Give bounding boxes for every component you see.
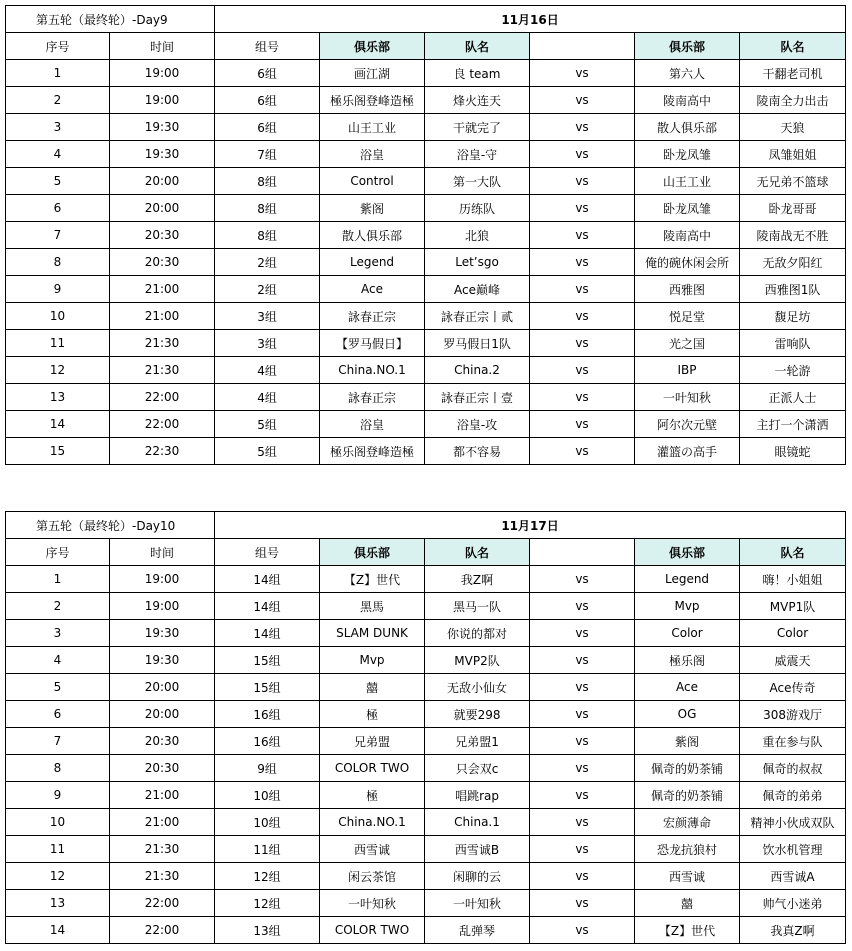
table-row bbox=[6, 728, 846, 755]
col-header-vs bbox=[530, 539, 635, 566]
match-time: 22:00 bbox=[110, 384, 215, 411]
team-a: 历练队 bbox=[425, 195, 530, 222]
table-row bbox=[6, 87, 846, 114]
vs-label: vs bbox=[530, 276, 635, 303]
match-time: 19:00 bbox=[110, 593, 215, 620]
club-b: 陵南高中 bbox=[635, 87, 740, 114]
club-b: 極乐阁 bbox=[635, 647, 740, 674]
match-index: 5 bbox=[6, 674, 110, 701]
table-row bbox=[6, 114, 846, 141]
club-a: 囍 bbox=[320, 674, 425, 701]
team-a: 第一大队 bbox=[425, 168, 530, 195]
table-row bbox=[6, 782, 846, 809]
match-index: 6 bbox=[6, 195, 110, 222]
team-a: 北狼 bbox=[425, 222, 530, 249]
group-number: 8组 bbox=[215, 222, 320, 249]
club-b: Legend bbox=[635, 566, 740, 593]
club-a: 極乐阁登峰造極 bbox=[320, 438, 425, 465]
table-row bbox=[6, 60, 846, 87]
table-row bbox=[6, 755, 846, 782]
match-index: 4 bbox=[6, 647, 110, 674]
match-index: 9 bbox=[6, 276, 110, 303]
match-time: 20:00 bbox=[110, 674, 215, 701]
team-b: 饮水机管理 bbox=[740, 836, 846, 863]
club-a: 詠春正宗 bbox=[320, 384, 425, 411]
table-row bbox=[6, 593, 846, 620]
team-b: 精神小伙成双队 bbox=[740, 809, 846, 836]
team-b: 卧龙哥哥 bbox=[740, 195, 846, 222]
club-b: 紫阁 bbox=[635, 728, 740, 755]
group-number: 10组 bbox=[215, 809, 320, 836]
group-number: 13组 bbox=[215, 917, 320, 944]
vs-label: vs bbox=[530, 222, 635, 249]
match-time: 20:30 bbox=[110, 249, 215, 276]
group-number: 3组 bbox=[215, 330, 320, 357]
match-time: 22:00 bbox=[110, 411, 215, 438]
table-row bbox=[6, 249, 846, 276]
col-header-group: 组号 bbox=[215, 33, 320, 60]
vs-label: vs bbox=[530, 566, 635, 593]
vs-label: vs bbox=[530, 593, 635, 620]
team-a: 我Z啊 bbox=[425, 566, 530, 593]
vs-label: vs bbox=[530, 87, 635, 114]
match-time: 21:30 bbox=[110, 863, 215, 890]
match-time: 19:00 bbox=[110, 566, 215, 593]
match-time: 21:00 bbox=[110, 782, 215, 809]
group-number: 12组 bbox=[215, 890, 320, 917]
match-index: 13 bbox=[6, 384, 110, 411]
table-row bbox=[6, 701, 846, 728]
team-b: 西雪诚A bbox=[740, 863, 846, 890]
table-body bbox=[6, 512, 846, 944]
match-index: 7 bbox=[6, 728, 110, 755]
match-index: 7 bbox=[6, 222, 110, 249]
vs-label: vs bbox=[530, 809, 635, 836]
club-b: 囍 bbox=[635, 890, 740, 917]
club-a: China.NO.1 bbox=[320, 357, 425, 384]
club-a: 散人俱乐部 bbox=[320, 222, 425, 249]
table-row bbox=[6, 917, 846, 944]
match-time: 20:30 bbox=[110, 222, 215, 249]
team-a: 浴皇-攻 bbox=[425, 411, 530, 438]
table-row bbox=[6, 647, 846, 674]
club-a: 黑馬 bbox=[320, 593, 425, 620]
team-a: 就要298 bbox=[425, 701, 530, 728]
match-index: 15 bbox=[6, 438, 110, 465]
club-a: 紫阁 bbox=[320, 195, 425, 222]
title-row bbox=[6, 512, 846, 539]
team-b: 威震天 bbox=[740, 647, 846, 674]
club-b: Ace bbox=[635, 674, 740, 701]
col-header-club-a: 俱乐部 bbox=[320, 539, 425, 566]
table-row bbox=[6, 674, 846, 701]
team-a: 只会双c bbox=[425, 755, 530, 782]
match-date: 11月16日 bbox=[215, 6, 846, 33]
team-a: China.2 bbox=[425, 357, 530, 384]
club-b: 光之国 bbox=[635, 330, 740, 357]
match-index: 5 bbox=[6, 168, 110, 195]
col-header-vs bbox=[530, 33, 635, 60]
vs-label: vs bbox=[530, 141, 635, 168]
team-b: 308游戏厅 bbox=[740, 701, 846, 728]
team-a: 兄弟盟1 bbox=[425, 728, 530, 755]
round-title: 第五轮（最终轮）-Day10 bbox=[6, 512, 215, 539]
round-title: 第五轮（最终轮）-Day9 bbox=[6, 6, 215, 33]
club-a: 兄弟盟 bbox=[320, 728, 425, 755]
group-number: 6组 bbox=[215, 114, 320, 141]
match-index: 11 bbox=[6, 330, 110, 357]
col-header-group: 组号 bbox=[215, 539, 320, 566]
team-b: 重在参与队 bbox=[740, 728, 846, 755]
club-b: Color bbox=[635, 620, 740, 647]
team-b: 嗨！小姐姐 bbox=[740, 566, 846, 593]
group-number: 6组 bbox=[215, 60, 320, 87]
team-b: 我真Z啊 bbox=[740, 917, 846, 944]
group-number: 15组 bbox=[215, 674, 320, 701]
group-number: 11组 bbox=[215, 836, 320, 863]
vs-label: vs bbox=[530, 620, 635, 647]
match-time: 19:00 bbox=[110, 60, 215, 87]
match-index: 3 bbox=[6, 114, 110, 141]
match-time: 19:30 bbox=[110, 141, 215, 168]
club-b: 灌篮の高手 bbox=[635, 438, 740, 465]
match-time: 20:00 bbox=[110, 701, 215, 728]
table-row bbox=[6, 620, 846, 647]
header-row bbox=[6, 539, 846, 566]
match-index: 14 bbox=[6, 411, 110, 438]
vs-label: vs bbox=[530, 438, 635, 465]
team-b: 佩奇的弟弟 bbox=[740, 782, 846, 809]
club-b: 俺的碗休闲会所 bbox=[635, 249, 740, 276]
match-time: 21:00 bbox=[110, 276, 215, 303]
team-b: 无兄弟不篮球 bbox=[740, 168, 846, 195]
schedule-table-day10 bbox=[5, 511, 846, 944]
table-row bbox=[6, 195, 846, 222]
club-a: 山王工业 bbox=[320, 114, 425, 141]
club-a: SLAM DUNK bbox=[320, 620, 425, 647]
team-a: 西雪诚B bbox=[425, 836, 530, 863]
col-header-time: 时间 bbox=[110, 539, 215, 566]
group-number: 12组 bbox=[215, 863, 320, 890]
group-number: 9组 bbox=[215, 755, 320, 782]
team-a: Let’sgo bbox=[425, 249, 530, 276]
match-index: 1 bbox=[6, 566, 110, 593]
club-b: 西雅图 bbox=[635, 276, 740, 303]
match-time: 21:00 bbox=[110, 303, 215, 330]
group-number: 7组 bbox=[215, 141, 320, 168]
vs-label: vs bbox=[530, 782, 635, 809]
vs-label: vs bbox=[530, 357, 635, 384]
team-b: 干翻老司机 bbox=[740, 60, 846, 87]
team-b: 陵南战无不胜 bbox=[740, 222, 846, 249]
team-a: 你说的都对 bbox=[425, 620, 530, 647]
team-b: Color bbox=[740, 620, 846, 647]
club-a: 【罗马假日】 bbox=[320, 330, 425, 357]
vs-label: vs bbox=[530, 917, 635, 944]
vs-label: vs bbox=[530, 701, 635, 728]
schedule-table-day9 bbox=[5, 5, 846, 465]
match-time: 21:30 bbox=[110, 330, 215, 357]
team-b: 天狼 bbox=[740, 114, 846, 141]
club-b: 佩奇的奶茶铺 bbox=[635, 782, 740, 809]
team-a: 詠春正宗丨贰 bbox=[425, 303, 530, 330]
vs-label: vs bbox=[530, 384, 635, 411]
club-b: 一叶知秋 bbox=[635, 384, 740, 411]
club-a: 【Z】世代 bbox=[320, 566, 425, 593]
vs-label: vs bbox=[530, 114, 635, 141]
team-b: 陵南全力出击 bbox=[740, 87, 846, 114]
team-b: 主打一个潇洒 bbox=[740, 411, 846, 438]
group-number: 4组 bbox=[215, 384, 320, 411]
vs-label: vs bbox=[530, 647, 635, 674]
vs-label: vs bbox=[530, 674, 635, 701]
col-header-team-a: 队名 bbox=[425, 539, 530, 566]
team-b: 正派人士 bbox=[740, 384, 846, 411]
club-b: 悦足堂 bbox=[635, 303, 740, 330]
table-row bbox=[6, 863, 846, 890]
club-a: COLOR TWO bbox=[320, 917, 425, 944]
team-a: 詠春正宗丨壹 bbox=[425, 384, 530, 411]
vs-label: vs bbox=[530, 249, 635, 276]
team-a: MVP2队 bbox=[425, 647, 530, 674]
match-index: 8 bbox=[6, 249, 110, 276]
club-b: OG bbox=[635, 701, 740, 728]
team-b: MVP1队 bbox=[740, 593, 846, 620]
team-a: 干就完了 bbox=[425, 114, 530, 141]
team-b: 佩奇的叔叔 bbox=[740, 755, 846, 782]
vs-label: vs bbox=[530, 863, 635, 890]
group-number: 14组 bbox=[215, 620, 320, 647]
match-index: 1 bbox=[6, 60, 110, 87]
match-index: 2 bbox=[6, 593, 110, 620]
vs-label: vs bbox=[530, 168, 635, 195]
match-time: 20:00 bbox=[110, 168, 215, 195]
match-index: 2 bbox=[6, 87, 110, 114]
match-index: 12 bbox=[6, 863, 110, 890]
club-b: IBP bbox=[635, 357, 740, 384]
table-row bbox=[6, 141, 846, 168]
vs-label: vs bbox=[530, 411, 635, 438]
group-number: 16组 bbox=[215, 701, 320, 728]
match-index: 6 bbox=[6, 701, 110, 728]
club-a: Ace bbox=[320, 276, 425, 303]
table-row bbox=[6, 276, 846, 303]
col-header-club-b: 俱乐部 bbox=[635, 539, 740, 566]
table-row bbox=[6, 566, 846, 593]
col-header-index: 序号 bbox=[6, 539, 110, 566]
table-row bbox=[6, 411, 846, 438]
group-number: 4组 bbox=[215, 357, 320, 384]
team-a: 闲聊的云 bbox=[425, 863, 530, 890]
group-number: 15组 bbox=[215, 647, 320, 674]
club-a: 画江湖 bbox=[320, 60, 425, 87]
club-a: Control bbox=[320, 168, 425, 195]
table-row bbox=[6, 809, 846, 836]
vs-label: vs bbox=[530, 330, 635, 357]
team-a: 浴皇-守 bbox=[425, 141, 530, 168]
match-index: 10 bbox=[6, 303, 110, 330]
match-time: 21:00 bbox=[110, 809, 215, 836]
club-a: 詠春正宗 bbox=[320, 303, 425, 330]
team-a: 烽火连天 bbox=[425, 87, 530, 114]
club-a: 闲云茶馆 bbox=[320, 863, 425, 890]
match-index: 13 bbox=[6, 890, 110, 917]
table-row bbox=[6, 168, 846, 195]
team-b: Ace传奇 bbox=[740, 674, 846, 701]
match-date: 11月17日 bbox=[215, 512, 846, 539]
club-b: Mvp bbox=[635, 593, 740, 620]
table-row bbox=[6, 303, 846, 330]
vs-label: vs bbox=[530, 836, 635, 863]
club-b: 卧龙凤雏 bbox=[635, 141, 740, 168]
club-b: 宏颜薄命 bbox=[635, 809, 740, 836]
col-header-time: 时间 bbox=[110, 33, 215, 60]
vs-label: vs bbox=[530, 303, 635, 330]
table-row bbox=[6, 438, 846, 465]
vs-label: vs bbox=[530, 890, 635, 917]
table-row bbox=[6, 836, 846, 863]
club-b: 陵南高中 bbox=[635, 222, 740, 249]
club-a: 西雪诚 bbox=[320, 836, 425, 863]
table-body bbox=[6, 6, 846, 465]
team-b: 无敌夕阳红 bbox=[740, 249, 846, 276]
table-row bbox=[6, 357, 846, 384]
group-number: 16组 bbox=[215, 728, 320, 755]
team-b: 凤雏姐姐 bbox=[740, 141, 846, 168]
group-number: 8组 bbox=[215, 168, 320, 195]
club-b: 佩奇的奶茶铺 bbox=[635, 755, 740, 782]
match-index: 3 bbox=[6, 620, 110, 647]
title-row bbox=[6, 6, 846, 33]
vs-label: vs bbox=[530, 728, 635, 755]
vs-label: vs bbox=[530, 195, 635, 222]
col-header-team-a: 队名 bbox=[425, 33, 530, 60]
club-a: 一叶知秋 bbox=[320, 890, 425, 917]
match-time: 19:30 bbox=[110, 620, 215, 647]
col-header-team-b: 队名 bbox=[740, 33, 846, 60]
match-time: 21:30 bbox=[110, 836, 215, 863]
match-index: 10 bbox=[6, 809, 110, 836]
team-b: 一轮游 bbox=[740, 357, 846, 384]
match-time: 20:00 bbox=[110, 195, 215, 222]
match-time: 22:30 bbox=[110, 438, 215, 465]
team-b: 帅气小迷弟 bbox=[740, 890, 846, 917]
match-index: 8 bbox=[6, 755, 110, 782]
team-b: 馥足坊 bbox=[740, 303, 846, 330]
team-a: 无敌小仙女 bbox=[425, 674, 530, 701]
club-a: COLOR TWO bbox=[320, 755, 425, 782]
group-number: 2组 bbox=[215, 276, 320, 303]
team-b: 西雅图1队 bbox=[740, 276, 846, 303]
table-row bbox=[6, 222, 846, 249]
club-a: 極 bbox=[320, 782, 425, 809]
group-number: 2组 bbox=[215, 249, 320, 276]
club-a: 浴皇 bbox=[320, 411, 425, 438]
group-number: 5组 bbox=[215, 438, 320, 465]
club-b: 散人俱乐部 bbox=[635, 114, 740, 141]
match-index: 9 bbox=[6, 782, 110, 809]
col-header-club-a: 俱乐部 bbox=[320, 33, 425, 60]
col-header-index: 序号 bbox=[6, 33, 110, 60]
team-a: 黑马一队 bbox=[425, 593, 530, 620]
col-header-team-b: 队名 bbox=[740, 539, 846, 566]
group-number: 8组 bbox=[215, 195, 320, 222]
table-row bbox=[6, 330, 846, 357]
club-b: 阿尔次元壁 bbox=[635, 411, 740, 438]
match-time: 22:00 bbox=[110, 917, 215, 944]
team-a: 良 team bbox=[425, 60, 530, 87]
header-row bbox=[6, 33, 846, 60]
vs-label: vs bbox=[530, 60, 635, 87]
match-index: 14 bbox=[6, 917, 110, 944]
match-index: 11 bbox=[6, 836, 110, 863]
match-time: 19:30 bbox=[110, 114, 215, 141]
club-b: 恐龙抗狼村 bbox=[635, 836, 740, 863]
club-b: 山王工业 bbox=[635, 168, 740, 195]
match-time: 21:30 bbox=[110, 357, 215, 384]
club-a: 浴皇 bbox=[320, 141, 425, 168]
team-a: 唱跳rap bbox=[425, 782, 530, 809]
club-a: Legend bbox=[320, 249, 425, 276]
club-b: 第六人 bbox=[635, 60, 740, 87]
club-b: 卧龙凤雏 bbox=[635, 195, 740, 222]
match-time: 22:00 bbox=[110, 890, 215, 917]
match-time: 19:00 bbox=[110, 87, 215, 114]
match-index: 4 bbox=[6, 141, 110, 168]
club-a: China.NO.1 bbox=[320, 809, 425, 836]
vs-label: vs bbox=[530, 755, 635, 782]
club-a: Mvp bbox=[320, 647, 425, 674]
group-number: 5组 bbox=[215, 411, 320, 438]
team-a: 乱弹琴 bbox=[425, 917, 530, 944]
team-b: 雷响队 bbox=[740, 330, 846, 357]
group-number: 14组 bbox=[215, 593, 320, 620]
group-number: 14组 bbox=[215, 566, 320, 593]
club-b: 【Z】世代 bbox=[635, 917, 740, 944]
club-b: 西雪诚 bbox=[635, 863, 740, 890]
table-row bbox=[6, 384, 846, 411]
group-number: 3组 bbox=[215, 303, 320, 330]
table-row bbox=[6, 890, 846, 917]
team-a: China.1 bbox=[425, 809, 530, 836]
team-a: Ace巅峰 bbox=[425, 276, 530, 303]
team-a: 罗马假日1队 bbox=[425, 330, 530, 357]
team-a: 都不容易 bbox=[425, 438, 530, 465]
team-b: 眼镜蛇 bbox=[740, 438, 846, 465]
col-header-club-b: 俱乐部 bbox=[635, 33, 740, 60]
team-a: 一叶知秋 bbox=[425, 890, 530, 917]
match-time: 19:30 bbox=[110, 647, 215, 674]
match-time: 20:30 bbox=[110, 728, 215, 755]
club-a: 極乐阁登峰造極 bbox=[320, 87, 425, 114]
match-time: 20:30 bbox=[110, 755, 215, 782]
match-index: 12 bbox=[6, 357, 110, 384]
group-number: 6组 bbox=[215, 87, 320, 114]
group-number: 10组 bbox=[215, 782, 320, 809]
club-a: 極 bbox=[320, 701, 425, 728]
